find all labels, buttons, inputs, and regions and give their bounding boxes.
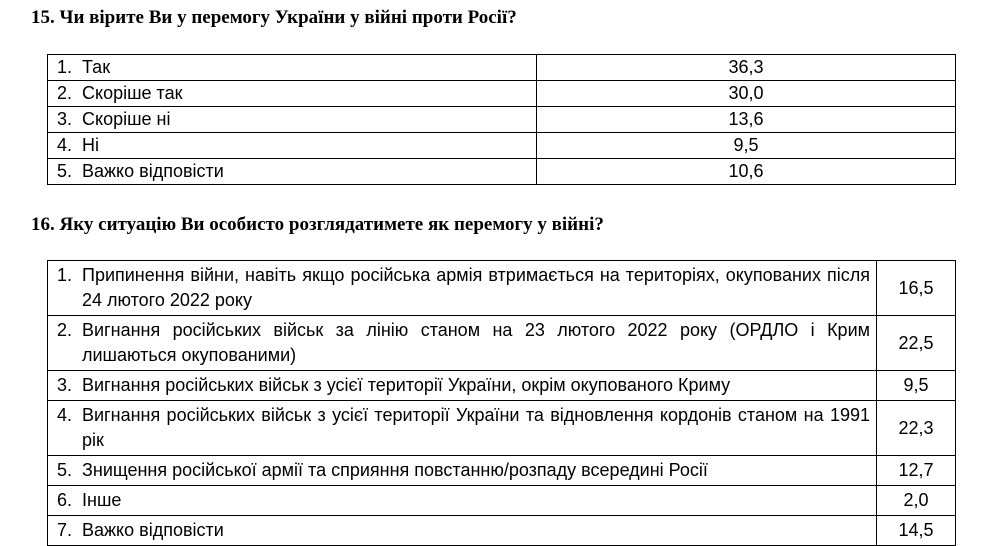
answer-label-cell [48, 486, 877, 516]
answer-label-cell [48, 55, 537, 81]
answer-number: 4. [57, 135, 73, 155]
answer-label: Вигнання російських військ з усієї території України, окрім окупованого Криму [82, 375, 731, 395]
answer-label: Ні [82, 135, 99, 155]
answer-label: Знищення російської армії та сприяння повстанню/розпаду всередині Росії [82, 460, 708, 480]
table-row [48, 133, 956, 159]
table-row [48, 81, 956, 107]
question-15-title: 15. Чи вірите Ви у перемогу України у війні проти Росії? [31, 7, 517, 28]
answer-label-cell [48, 316, 877, 371]
table-row [48, 401, 956, 456]
answer-number: 2. [57, 320, 73, 340]
answer-value: 22,5 [877, 316, 956, 371]
answer-value: 22,3 [877, 401, 956, 456]
answer-label: Вигнання російських військ за лінію станом на 23 лютого 2022 року (ОРДЛО і Крим лишаються окупованими) [82, 320, 870, 365]
answer-label: Інше [82, 490, 122, 510]
answer-label: Вигнання російських військ з усієї території України та відновлення кордонів станом на 1991 рік [82, 405, 870, 450]
answer-value: 30,0 [537, 81, 956, 107]
answer-value: 2,0 [877, 486, 956, 516]
answer-label-cell [48, 133, 537, 159]
answer-number: 5. [57, 460, 73, 480]
answer-value: 9,5 [537, 133, 956, 159]
answer-number: 4. [57, 405, 73, 425]
answer-number: 1. [57, 265, 73, 285]
answer-label: Важко відповісти [82, 161, 224, 181]
answer-label-cell [48, 516, 877, 546]
answer-value: 13,6 [537, 107, 956, 133]
table-row [48, 516, 956, 546]
question-15-table [47, 54, 956, 185]
answer-label: Припинення війни, навіть якщо російська армія втримається на територіях, окупованих після 24 лютого 2022 року [82, 265, 870, 310]
table-row [48, 456, 956, 486]
answer-label-cell [48, 456, 877, 486]
answer-number: 3. [57, 109, 73, 129]
answer-number: 7. [57, 520, 73, 540]
table-row [48, 55, 956, 81]
answer-label: Скоріше ні [82, 109, 171, 129]
answer-value: 14,5 [877, 516, 956, 546]
answer-label: Скоріше так [82, 83, 183, 103]
table-row [48, 486, 956, 516]
answer-value: 36,3 [537, 55, 956, 81]
answer-value: 12,7 [877, 456, 956, 486]
table-row [48, 159, 956, 185]
answer-label-cell [48, 261, 877, 316]
answer-value: 9,5 [877, 371, 956, 401]
answer-label-cell [48, 107, 537, 133]
answer-label: Так [82, 57, 111, 77]
answer-value: 10,6 [537, 159, 956, 185]
question-16-title: 16. Яку ситуацію Ви особисто розглядатимете як перемогу у війні? [31, 214, 604, 235]
table-row [48, 261, 956, 316]
answer-label-cell [48, 159, 537, 185]
table-row [48, 107, 956, 133]
answer-label-cell [48, 81, 537, 107]
table-row [48, 316, 956, 371]
answer-number: 2. [57, 83, 73, 103]
table-row [48, 371, 956, 401]
question-16-table [47, 260, 956, 546]
answer-label-cell [48, 401, 877, 456]
answer-number: 5. [57, 161, 73, 181]
answer-label-cell [48, 371, 877, 401]
answer-number: 1. [57, 57, 73, 77]
answer-label: Важко відповісти [82, 520, 224, 540]
answer-number: 3. [57, 375, 73, 395]
answer-value: 16,5 [877, 261, 956, 316]
answer-number: 6. [57, 490, 73, 510]
